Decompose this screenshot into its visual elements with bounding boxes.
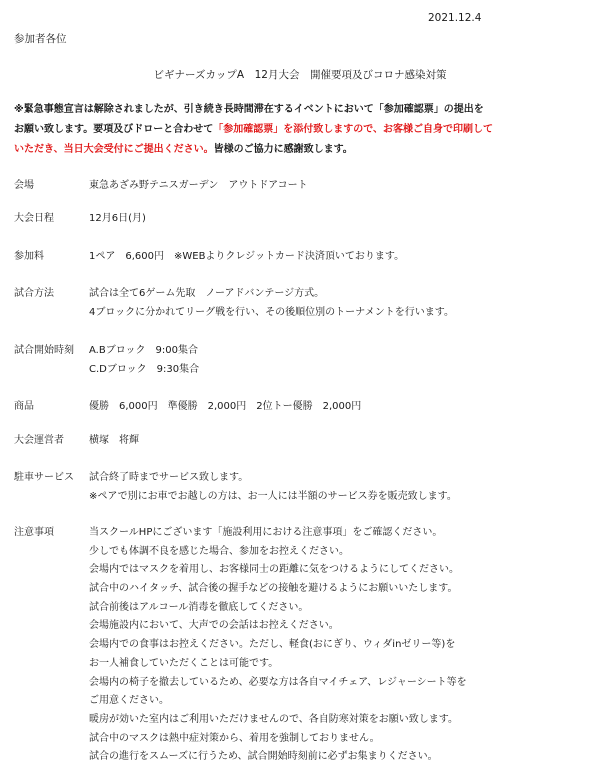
precaution-item: 少しでも体調不良を感じた場合、参加をお控えください。 (89, 545, 349, 557)
precaution-item: お一人補食していただくことは可能です。 (89, 657, 279, 669)
precaution-item: 暖房が効いた室内はご利用いただけませんので、各自防寒対策をお願い致します。 (89, 713, 458, 725)
organizer-label: 大会運営者 (14, 435, 64, 446)
venue-value: 東急あざみ野テニスガーデン アウトドアコート (89, 180, 308, 191)
notice-line-1: ※緊急事態宣言は解除されましたが、引き続き長時間滞在するイベントにおいて「参加確認票」の提出を (14, 104, 484, 115)
precaution-item: ご用意ください。 (89, 695, 169, 707)
precaution-item: 試合の進行をスムーズに行うため、試合開始時刻前に必ずお集まりください。 (89, 751, 438, 763)
parking-line: 試合終了時までサービス致します。 (89, 472, 249, 483)
event-date-value: 12月6日(月) (89, 213, 146, 224)
format-line: 試合は全て6ゲーム先取 ノーアドバンテージ方式。 (89, 288, 325, 299)
precaution-item: 会場内の椅子を撤去しているため、必要な方は各自マイチェア、レジャーシート等を (89, 676, 467, 688)
document-date: 2021.12.4 (428, 12, 482, 24)
notice-line-2-text: お願い致します。要項及びドローと合わせて (14, 124, 214, 135)
emergency-notice (14, 100, 594, 160)
fee-value: 1ペア 6,600円 ※WEBよりクレジットカード決済頂いております。 (89, 251, 405, 262)
precaution-item: 試合前後はアルコール消毒を徹底してください。 (89, 601, 309, 613)
precaution-item: 試合中のマスクは熱中症対策から、着用を強制しておりません。 (89, 732, 380, 744)
notice-line-3 (14, 140, 594, 160)
prizes-value: 優勝 6,000円 準優勝 2,000円 2位トー優勝 2,000円 (89, 401, 362, 412)
parking-label: 駐車サービス (14, 472, 74, 483)
precautions-label: 注意事項 (14, 527, 54, 538)
start-time-line: C.Dブロック 9:30集合 (89, 363, 200, 375)
event-date-label: 大会日程 (14, 213, 54, 224)
fee-label: 参加料 (14, 251, 44, 262)
prizes-label: 商品 (14, 401, 34, 412)
notice-highlight-1: 「参加確認票」を添付致しますので、お客様ご自身で印刷して (213, 124, 494, 135)
format-label: 試合方法 (14, 288, 54, 299)
organizer-value: 横塚 将輝 (89, 435, 139, 446)
venue-label: 会場 (14, 180, 34, 191)
notice-highlight-2: いただき、当日大会受付にご提出ください。 (14, 144, 214, 155)
precaution-item: 試合中のハイタッチ、試合後の握手などの接触を避けるようにお願いいたします。 (89, 583, 458, 595)
document-title: ビギナーズカップA 12月大会 開催要項及びコロナ感染対策 (153, 69, 447, 81)
precaution-item: 会場施設内において、大声での会話はお控えください。 (89, 620, 339, 632)
precaution-item: 当スクールHPにございます「施設利用における注意事項」をご確認ください。 (89, 527, 443, 538)
notice-line-3-text: 皆様のご協力に感謝致します。 (213, 144, 353, 155)
parking-line: ※ペアで別にお車でお越しの方は、お一人には半額のサービス券を販売致します。 (89, 490, 457, 502)
format-line: 4ブロックに分かれてリーグ戦を行い、その後順位別のトーナメントを行います。 (89, 306, 454, 318)
precaution-item: 会場内ではマスクを着用し、お客様同士の距離に気をつけるようにしてください。 (89, 564, 459, 576)
addressee: 参加者各位 (14, 33, 67, 45)
precaution-item: 会場内での食事はお控えください。ただし、軽食(おにぎり、ウィダinゼリー等)を (89, 639, 456, 651)
notice-line-2 (14, 120, 594, 140)
start-time-label: 試合開始時刻 (14, 345, 74, 356)
start-time-line: A.Bブロック 9:00集合 (89, 345, 198, 356)
